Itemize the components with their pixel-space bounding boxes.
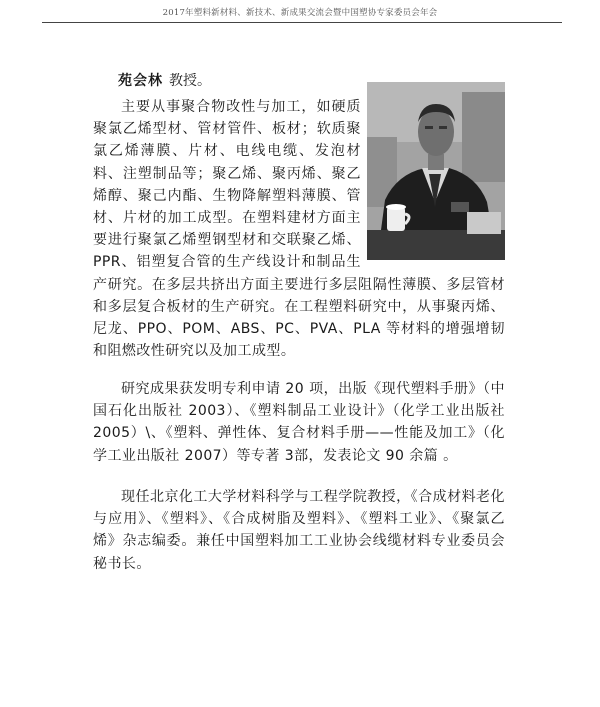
bio-paragraph-positions: 现任北京化工大学材料科学与工程学院教授，《合成材料老化与应用》、《塑料》、《合成树脂及塑料》、《塑料工业》、《聚氯乙烯》杂志编委。兼任中国塑料加工工业协会线缆材料专业委员会秘书长。 <box>93 489 505 572</box>
person-title: 教授。 <box>169 73 211 89</box>
bio-paragraph-achievements: 研究成果获发明专利申请 20 项，出版《现代塑料手册》（中国石化出版社 2003）、《塑料制品工业设计》（化学工业出版社 2005）\、《塑料、弹性体、复合材料手册——性能及加工》（化学工业出版社 2007）等专著 3部，发表论文 90 余篇 。 <box>93 381 505 464</box>
person-heading <box>118 71 211 91</box>
page-header: 2017年塑料新材料、新技术、新成果交流会暨中国塑协专家委员会年会 <box>162 8 438 18</box>
bio-paragraph-research-text: 主要从事聚合物改性与加工，如硬质聚氯乙烯型材、管材管件、板材；软质聚氯乙烯薄膜、片材、电线电缆、发泡材料、注塑制品等；聚乙烯、聚丙烯、聚乙烯醇、聚己内酯、生物降解塑料薄膜、管材、片材的加工成型。在塑料建材方面主要进行聚氯乙烯塑钢型材和交联聚乙烯、PPR、铝塑复合管的生产线设计和制品生产研究。在多层共挤出方面主要进行多层阻隔性薄膜、多层管材和多层复合板材的生产研究。在工程塑料研究中，从事聚丙烯、尼龙、PPO、POM、ABS、PC、PVA、PLA 等材料的增强增韧和阻燃改性研究以及加工成型。 <box>93 99 505 360</box>
header-divider <box>42 22 562 23</box>
person-name: 苑会林 <box>118 73 163 89</box>
photo-wrap-spacer <box>365 96 505 260</box>
bio-paragraph-research <box>93 96 505 362</box>
